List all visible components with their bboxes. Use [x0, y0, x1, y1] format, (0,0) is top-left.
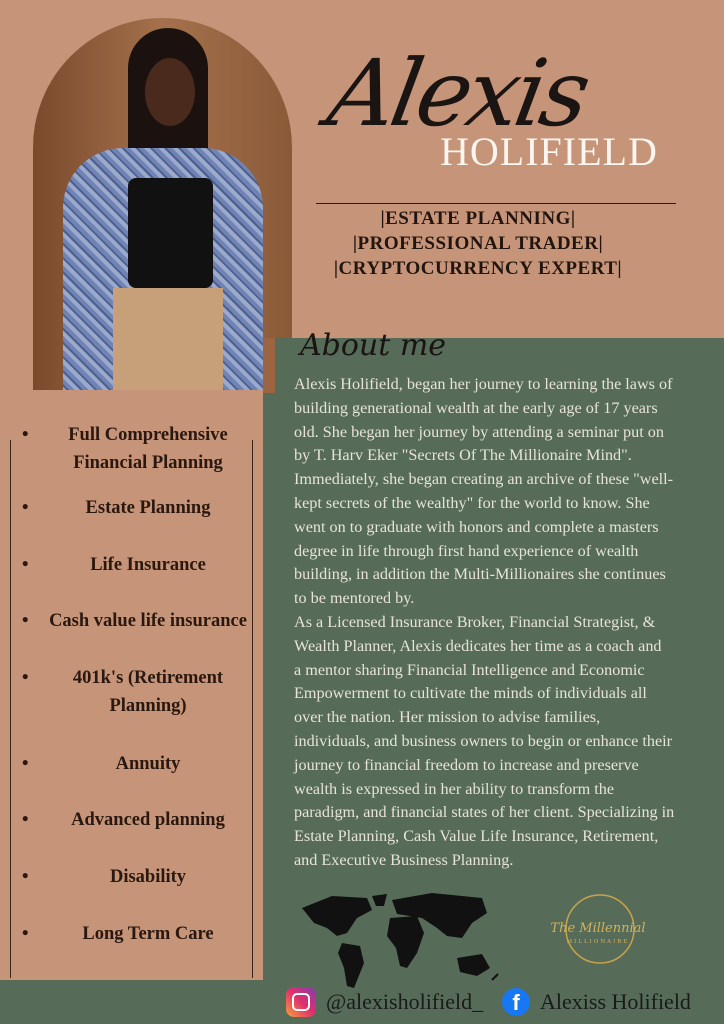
facebook-link[interactable] [502, 986, 691, 1018]
bullet-icon: • [22, 611, 29, 631]
service-label: Estate Planning [85, 498, 211, 518]
about-line: to be mentored by. [294, 589, 415, 608]
instagram-handle: @alexisholifield_ [326, 989, 484, 1014]
svg-text:MILLIONAIRE: MILLIONAIRE [566, 939, 630, 945]
about-line: kept secrets of the wealthy" for the world to know. She [294, 493, 650, 512]
about-text [294, 373, 714, 873]
instagram-icon [286, 987, 316, 1017]
service-item [22, 607, 254, 635]
service-label: Long Term Care [82, 924, 214, 944]
service-item [22, 750, 254, 778]
service-label: Advanced planning [71, 810, 225, 830]
service-item [22, 494, 254, 522]
about-line: wealth is expressed in her ability to transform the [294, 779, 615, 798]
about-line: and Executive Business Planning. [294, 850, 514, 869]
service-item [22, 664, 254, 720]
divider [316, 203, 676, 204]
about-line: Estate Planning, Cash Value Life Insurance, Retirement, [294, 827, 659, 846]
about-line: a mentor sharing Financial Intelligence and Economic [294, 660, 645, 679]
bullet-icon: • [22, 425, 29, 445]
specialty-tags [316, 206, 640, 281]
service-label: 401k's (Retirement Planning) [72, 668, 224, 716]
bullet-icon: • [22, 498, 29, 518]
accent-bar [263, 338, 275, 393]
service-label: Full Comprehensive Financial Planning [68, 425, 228, 473]
about-line: Alexis Holifield, began her journey to learning the laws of [294, 375, 673, 393]
instagram-link[interactable] [286, 986, 483, 1018]
about-line: Wealth Planner, Alexis dedicates her time as a coach and [294, 636, 662, 655]
service-item [22, 421, 254, 477]
bullet-icon: • [22, 867, 29, 887]
divider [10, 440, 11, 978]
facebook-name: Alexiss Holifield [540, 989, 691, 1014]
world-map-icon [292, 888, 504, 998]
bullet-icon: • [22, 668, 29, 688]
service-item [22, 920, 254, 948]
services-list [0, 390, 263, 980]
about-line: went on to graduate with honors and complete a masters [294, 517, 659, 536]
svg-text:The Millennial: The Millennial [550, 921, 646, 936]
bullet-icon: • [22, 754, 29, 774]
about-line: Immediately, she began creating an archive of these "well- [294, 470, 674, 489]
bullet-icon: • [22, 810, 29, 830]
service-label: Cash value life insurance [49, 611, 247, 631]
first-name-script: Alexis [320, 40, 595, 147]
service-item [22, 863, 254, 891]
bullet-icon: • [22, 555, 29, 575]
about-line: individuals, and business owners to begin or enhance their [294, 731, 673, 750]
bullet-icon: • [22, 924, 29, 944]
service-item [22, 551, 254, 579]
about-line: by T. Harv Eker "Secrets Of The Millionaire Mind". [294, 446, 632, 465]
about-line: over the nation. Her mission to advise families, [294, 708, 601, 727]
about-line: degree in life through first hand experience of wealth [294, 541, 639, 560]
about-line: As a Licensed Insurance Broker, Financial Strategist, & [294, 612, 656, 631]
about-line: old. She began her journey by attending a seminar put on [294, 422, 664, 441]
service-label: Disability [109, 867, 187, 887]
about-line: building, in addition the Multi-Millionaires she continues [294, 565, 666, 584]
about-line: paradigm, and financial states of her client. Specializing in [294, 803, 675, 822]
about-line: building generational wealth at the early age of 17 years [294, 398, 658, 417]
facebook-icon: f [502, 988, 530, 1016]
last-name: HOLIFIELD [440, 129, 658, 174]
about-line: Empowerment to cultivate the minds of individuals all [294, 684, 647, 703]
service-label: Life Insurance [90, 555, 206, 575]
millennial-millionaire-logo [548, 890, 648, 968]
tag: |ESTATE PLANNING| [380, 208, 576, 229]
service-label: Annuity [115, 754, 181, 774]
about-title: About me [300, 328, 447, 363]
service-item [22, 806, 254, 834]
tag: |CRYPTOCURRENCY EXPERT| [333, 258, 623, 279]
about-line: journey to financial freedom to increase and preserve [294, 755, 639, 774]
tag: |PROFESSIONAL TRADER| [352, 233, 604, 254]
portrait-photo [33, 18, 292, 390]
